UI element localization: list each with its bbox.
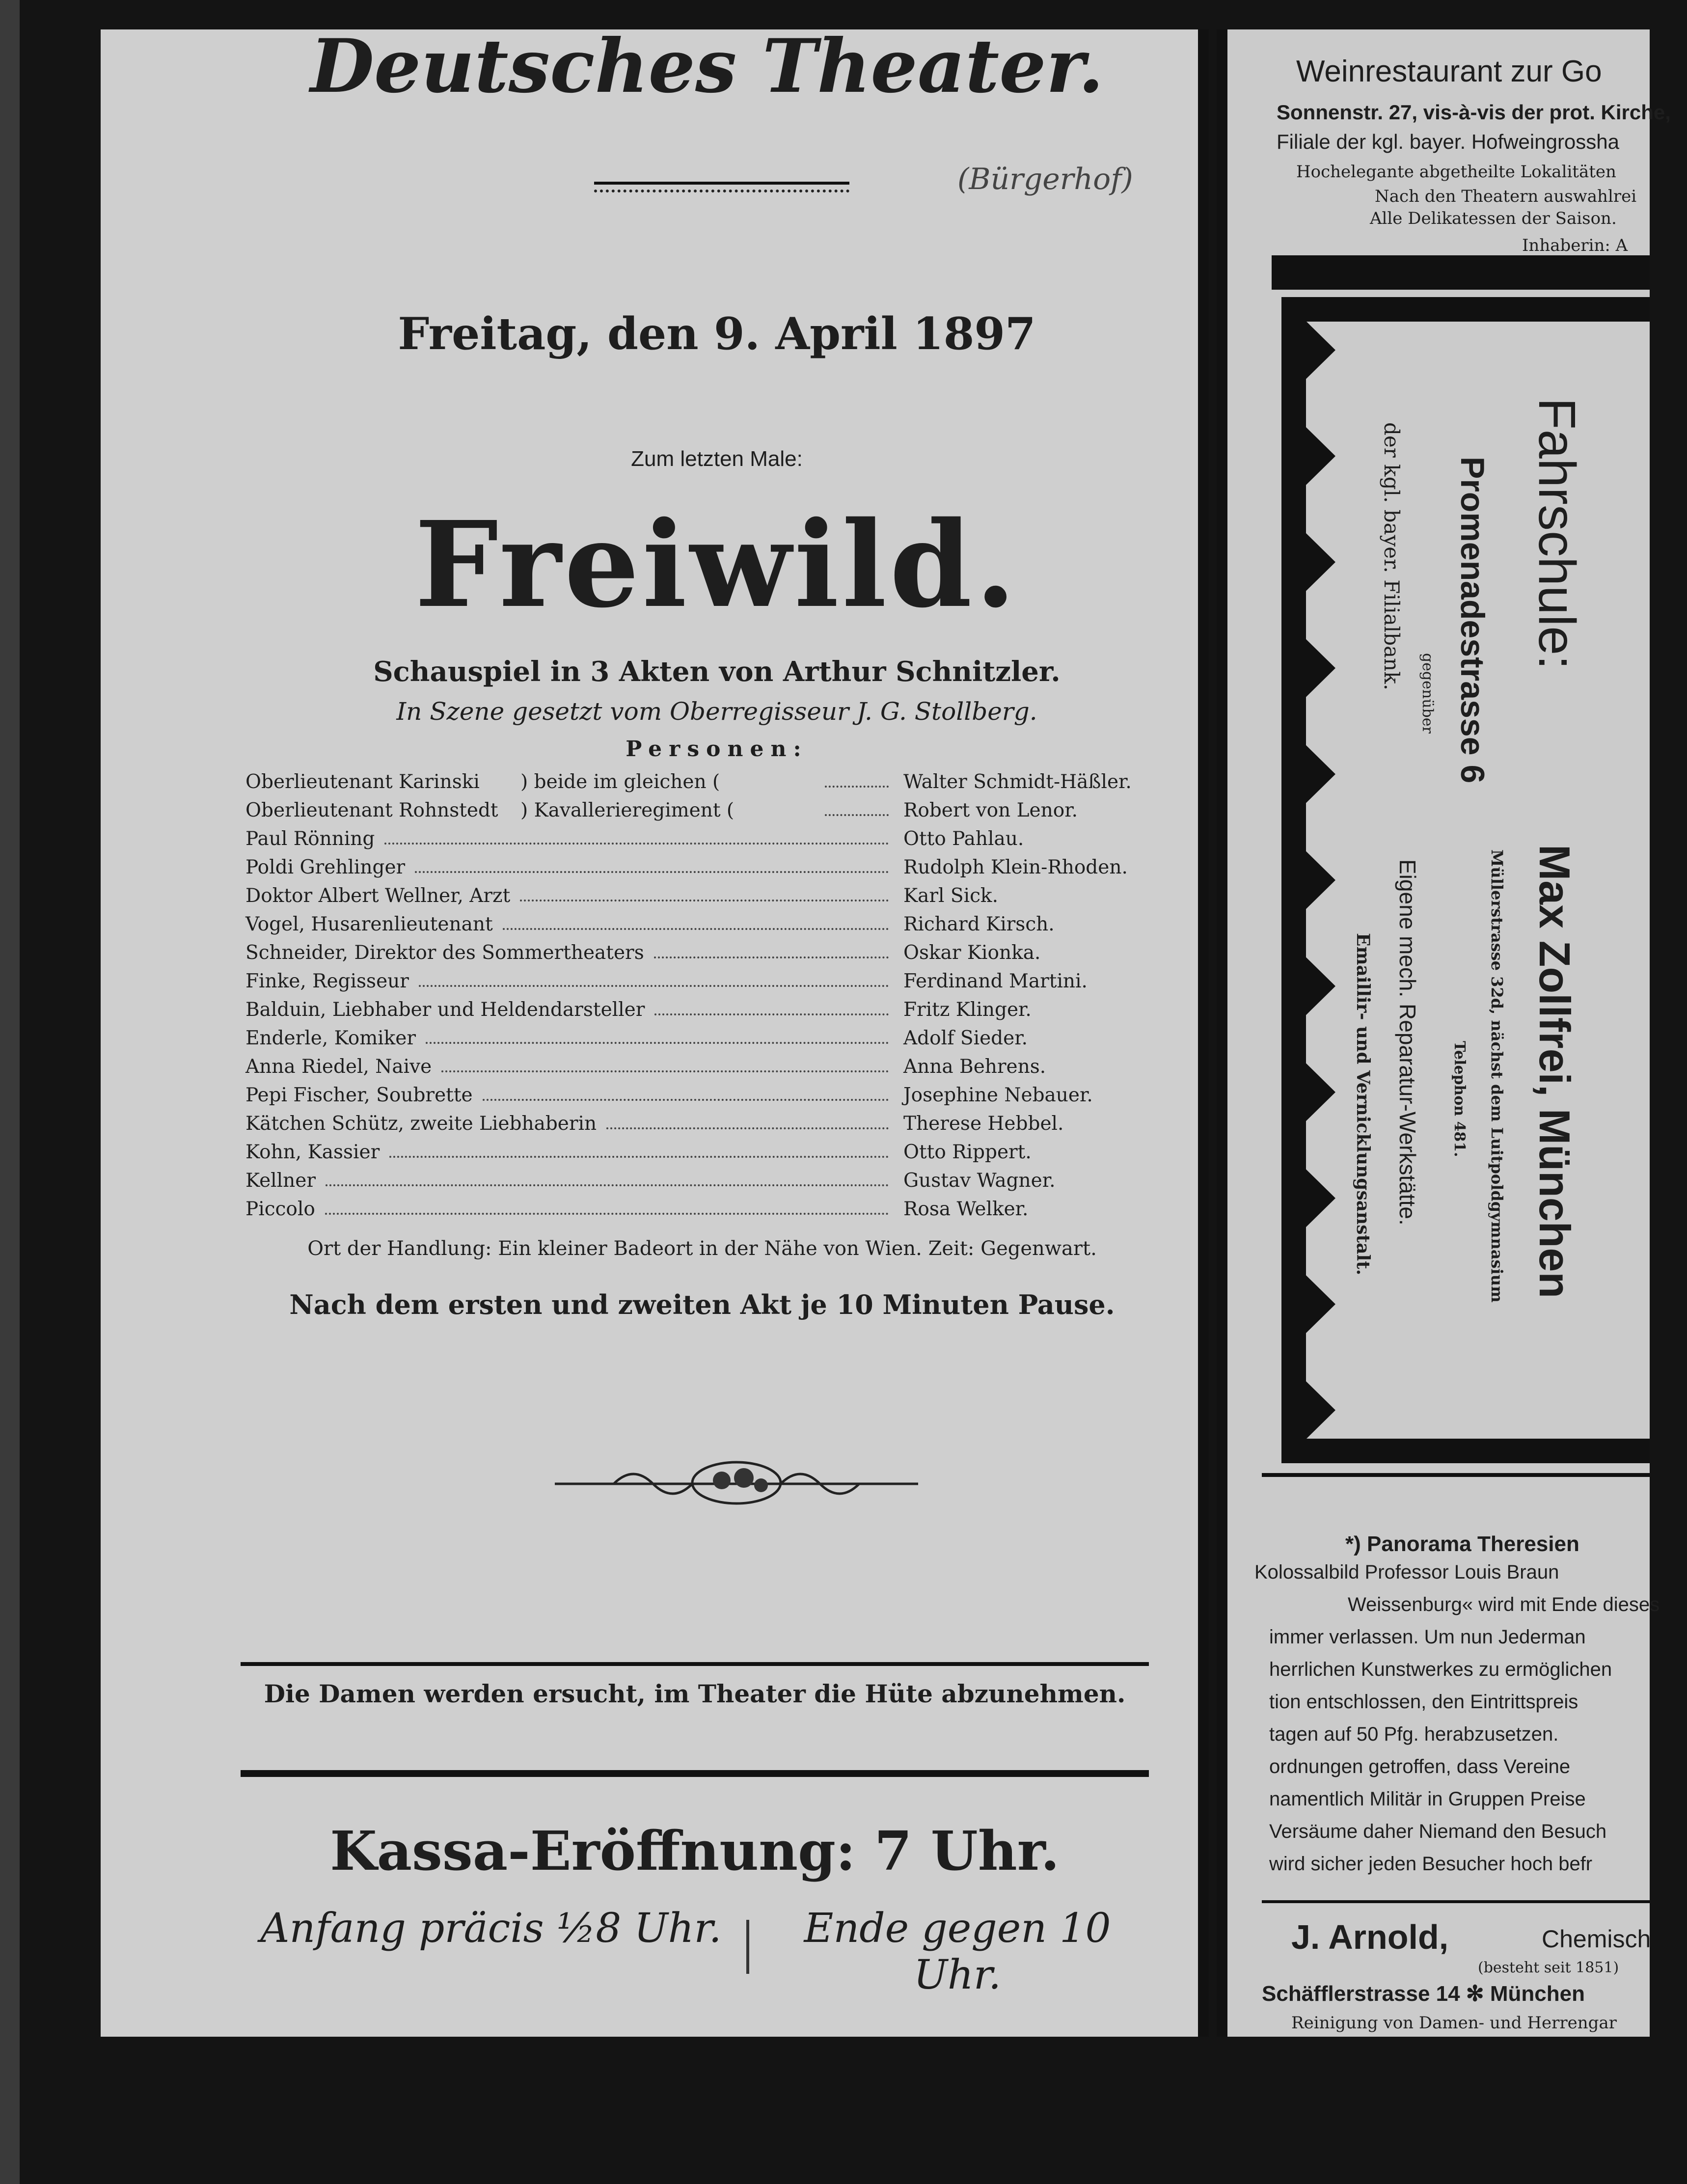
wine-ad-owner: Inhaberin: A [1522, 236, 1628, 255]
leader-dots [825, 814, 889, 816]
cast-actor: Robert von Lenor. [903, 799, 1078, 821]
separator-rule [1217, 29, 1227, 2037]
cast-note: ) Kavallerieregiment ( [520, 799, 735, 821]
panorama-line: herrlichen Kunstwerkes zu ermöglichen [1269, 1659, 1612, 1680]
cast-row [245, 799, 1159, 828]
cast-row [245, 856, 1159, 885]
panorama-line: immer verlassen. Um nun Jederman [1269, 1626, 1586, 1648]
cast-role: Pepi Fischer, Soubrette [245, 1084, 473, 1106]
box-office-time: Kassa-Eröffnung: 7 Uhr. [330, 1819, 1060, 1883]
panorama-line: namentlich Militär in Gruppen Preise [1269, 1788, 1586, 1810]
driving-school-street: Promenadestrasse 6 [1454, 457, 1491, 784]
handwritten-note: (Bürgerhof) [957, 162, 1133, 196]
scan-edge [0, 0, 20, 2184]
leader-dots [654, 1013, 889, 1015]
wine-ad-address: Sonnenstr. 27, vis-à-vis der prot. Kirche, [1277, 101, 1671, 124]
cast-actor: Oskar Kionka. [903, 942, 1041, 964]
ornament-rule [594, 188, 849, 192]
panorama-line: tagen auf 50 Pfg. herabzusetzen. [1269, 1723, 1559, 1745]
cast-actor: Walter Schmidt-Häßler. [903, 771, 1132, 793]
play-title: Freiwild. [414, 495, 1019, 634]
wine-ad-line: Nach den Theatern auswahlrei [1375, 187, 1637, 206]
hats-notice: Die Damen werden ersucht, im Theater die Hüte abzunehmen. [264, 1679, 1126, 1708]
divider-rule [241, 1770, 1149, 1777]
cast-role: Doktor Albert Wellner, Arzt [245, 885, 511, 907]
panorama-line: Weissenburg« wird mit Ende dieses [1348, 1594, 1660, 1615]
end-time: Ende gegen 10 Uhr. [804, 1905, 1111, 1998]
cast-row [245, 1113, 1159, 1141]
cast-actor: Adolf Sieder. [903, 1027, 1028, 1049]
leader-dots [384, 843, 889, 845]
divider-rule [241, 1662, 1149, 1666]
driving-school-title: Fahrschule: [1528, 398, 1586, 670]
leader-dots [654, 956, 889, 958]
arnold-trade: Chemisch [1542, 1925, 1651, 1953]
cast-role: Anna Riedel, Naive [245, 1056, 432, 1078]
leader-dots [825, 786, 889, 788]
cast-role: Schneider, Direktor des Sommertheaters [245, 942, 644, 964]
cast-role: Paul Rönning [245, 828, 375, 850]
leader-dots [415, 871, 889, 873]
date-line: Freitag, den 9. April 1897 [398, 308, 1036, 360]
cast-role: Oberlieutenant Karinski [245, 771, 480, 793]
phone-number: Telephon 481. [1451, 1041, 1468, 1157]
cast-actor: Richard Kirsch. [903, 913, 1055, 935]
pause-note: Nach dem ersten und zweiten Akt je 10 Minuten Pause. [289, 1289, 1115, 1320]
arnold-name: J. Arnold, [1291, 1918, 1449, 1956]
cast-actor: Rudolph Klein-Rhoden. [903, 856, 1128, 878]
enamel-line: Emaillir- und Vernicklungsanstalt. [1353, 933, 1373, 1276]
cast-note: ) beide im gleichen ( [520, 771, 720, 793]
cast-row [245, 942, 1159, 970]
cast-row [245, 913, 1159, 942]
separator-rule [1198, 29, 1209, 2037]
direction-credit: In Szene gesetzt vom Oberregisseur J. G. Stollberg. [396, 697, 1037, 726]
cast-actor: Josephine Nebauer. [903, 1084, 1093, 1106]
leader-dots [326, 1184, 889, 1186]
arnold-since: (besteht seit 1851) [1478, 1959, 1619, 1976]
leader-dots [483, 1099, 889, 1101]
panorama-title: *) Panorama Theresien [1345, 1532, 1579, 1556]
cast-actor: Otto Rippert. [903, 1141, 1032, 1163]
cast-actor: Gustav Wagner. [903, 1170, 1056, 1192]
ornament-rule [594, 182, 849, 185]
cast-row [245, 1141, 1159, 1170]
cast-role: Vogel, Husarenlieutenant [245, 913, 493, 935]
panorama-line: Kolossalbild Professor Louis Braun [1254, 1561, 1559, 1583]
cast-row [245, 1170, 1159, 1198]
leader-dots [419, 985, 889, 987]
cast-actor: Karl Sick. [903, 885, 998, 907]
driving-school-bank: der kgl. bayer. Filialbank. [1380, 422, 1404, 690]
cast-role: Oberlieutenant Rohnstedt [245, 799, 498, 821]
cast-actor: Fritz Klinger. [903, 999, 1032, 1021]
cast-row [245, 999, 1159, 1027]
theatre-name: Deutsches Theater. [310, 23, 1104, 109]
cast-actor: Therese Hebbel. [903, 1113, 1064, 1135]
wine-ad-line: Hochelegante abgetheilte Lokalitäten [1296, 162, 1616, 182]
leader-dots [503, 928, 889, 930]
cast-role: Poldi Grehlinger [245, 856, 406, 878]
floral-ornament-icon [555, 1453, 918, 1512]
owner-address: Müllerstrasse 32d, nächst dem Luitpoldgymnasium [1488, 849, 1506, 1303]
leader-dots [389, 1156, 889, 1158]
cast-row [245, 885, 1159, 913]
divider-rule [1272, 255, 1650, 290]
arnold-service: Reinigung von Damen- und Herrengar [1291, 2013, 1617, 2033]
wine-ad-branch: Filiale der kgl. bayer. Hofweingrossha [1277, 130, 1620, 153]
cast-row [245, 1056, 1159, 1084]
cast-row [245, 771, 1159, 799]
panorama-line: ordnungen getroffen, dass Vereine [1269, 1756, 1571, 1777]
cast-heading: Personen: [626, 737, 808, 762]
cast-role: Enderle, Komiker [245, 1027, 416, 1049]
cast-row [245, 1084, 1159, 1113]
play-subtitle: Schauspiel in 3 Akten von Arthur Schnitzler. [373, 655, 1061, 688]
time-divider [746, 1920, 749, 1974]
workshop-line: Eigene mech. Reparatur-Werkstätte. [1395, 859, 1420, 1226]
cast-role: Kohn, Kassier [245, 1141, 380, 1163]
start-time: Anfang präcis ½8 Uhr. [260, 1905, 722, 1952]
cast-role: Kellner [245, 1170, 316, 1192]
wine-ad-title: Weinrestaurant zur Go [1296, 55, 1602, 88]
cast-role: Finke, Regisseur [245, 970, 409, 992]
cast-actor: Otto Pahlau. [903, 828, 1024, 850]
cast-row [245, 1198, 1159, 1227]
cast-role: Balduin, Liebhaber und Heldendarsteller [245, 999, 645, 1021]
arnold-address: Schäfflerstrasse 14 ✻ München [1262, 1982, 1585, 2006]
divider-rule [1262, 1473, 1650, 1477]
panorama-line: wird sicher jeden Besucher hoch befr [1269, 1853, 1593, 1875]
cast-actor: Anna Behrens. [903, 1056, 1046, 1078]
cast-row [245, 828, 1159, 856]
cast-role: Piccolo [245, 1198, 315, 1220]
leader-dots [426, 1042, 889, 1044]
leader-dots [606, 1127, 889, 1129]
owner-name: Max Zollfrei, München [1530, 845, 1579, 1299]
leader-dots [325, 1213, 889, 1215]
driving-school-opposite: gegenüber [1419, 653, 1436, 734]
last-time-note: Zum letzten Male: [631, 447, 803, 471]
panorama-line: Versäume daher Niemand den Besuch [1269, 1821, 1607, 1842]
divider-rule [1262, 1900, 1650, 1903]
setting-line: Ort der Handlung: Ein kleiner Badeort in der Nähe von Wien. Zeit: Gegenwart. [307, 1237, 1097, 1260]
cast-row [245, 1027, 1159, 1056]
leader-dots [520, 900, 889, 901]
cast-actor: Ferdinand Martini. [903, 970, 1088, 992]
cast-actor: Rosa Welker. [903, 1198, 1029, 1220]
wine-ad-line: Alle Delikatessen der Saison. [1370, 209, 1617, 228]
cast-row [245, 970, 1159, 999]
panorama-line: tion entschlossen, den Eintrittspreis [1269, 1691, 1578, 1713]
cast-role: Kätchen Schütz, zweite Liebhaberin [245, 1113, 597, 1135]
leader-dots [441, 1070, 889, 1072]
